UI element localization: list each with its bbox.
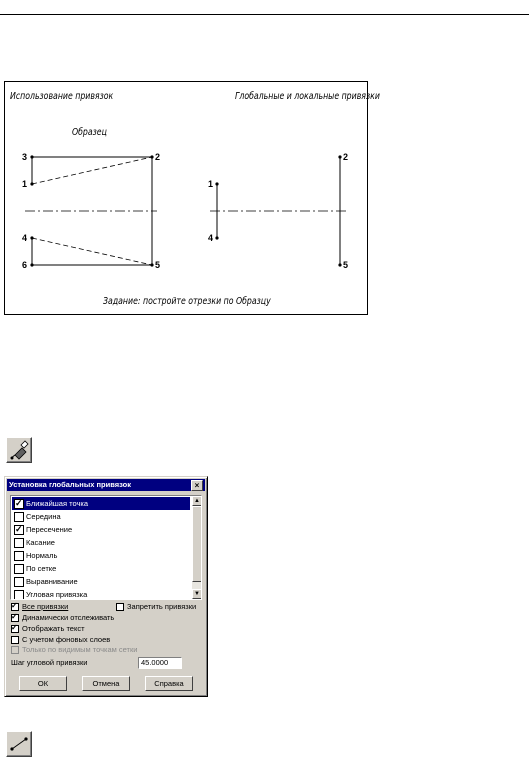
help-button[interactable]: Справка xyxy=(145,676,193,691)
global-snaps-dialog: Установка глобальных привязок × ✓ Ближайшая точка Середина ✓ Пересечение Касание Нормаль По сетке Выравнивание Угловая привязка ▲ ▼ ✓ Все привязки Запретить привязки ✓ Динамически отслеживать ✓ Отображать текст С учетом фоновых слоев Только по видимым точкам сетки Шаг угловой привязки 45.0000 ОК Отмена Справка xyxy=(4,476,208,697)
sample-dashed-line-lower xyxy=(32,238,152,265)
task-text: Задание: постройте отрезки по Образцу xyxy=(103,296,271,307)
point-label: 4 xyxy=(208,233,214,243)
sample-label: Образец xyxy=(72,127,107,138)
checkbox[interactable] xyxy=(14,538,24,548)
checkbox[interactable] xyxy=(14,590,24,600)
point-label: 5 xyxy=(155,260,161,270)
snap-item-tangent[interactable]: Касание xyxy=(12,536,190,549)
scroll-up-icon[interactable]: ▲ xyxy=(192,496,202,506)
checkbox[interactable] xyxy=(14,577,24,587)
point-label: 4 xyxy=(22,233,28,243)
snap-settings-button[interactable] xyxy=(6,437,32,463)
checkbox[interactable] xyxy=(14,551,24,561)
point-label: 5 xyxy=(343,260,349,270)
checkbox[interactable] xyxy=(14,564,24,574)
snap-item-alignment[interactable]: Выравнивание xyxy=(12,575,190,588)
exercise-drawing xyxy=(4,81,380,315)
snap-settings-icon xyxy=(7,438,31,462)
snap-item-nearest-point[interactable]: ✓ Ближайшая точка xyxy=(12,497,190,510)
point-label: 2 xyxy=(155,152,161,162)
checkbox[interactable] xyxy=(14,499,24,509)
snap-item-midpoint[interactable]: Середина xyxy=(12,510,190,523)
snap-item-grid[interactable]: По сетке xyxy=(12,562,190,575)
point-label: 2 xyxy=(343,152,349,162)
point-label: 6 xyxy=(22,260,28,270)
ok-button[interactable]: ОК xyxy=(19,676,67,691)
angle-step-label: Шаг угловой привязки xyxy=(11,658,88,667)
dialog-title: Установка глобальных привязок xyxy=(9,480,131,489)
header-rule xyxy=(0,14,529,15)
angle-step-input[interactable]: 45.0000 xyxy=(138,657,182,669)
cancel-button[interactable]: Отмена xyxy=(82,676,130,691)
segment-tool-button[interactable] xyxy=(6,731,32,757)
snap-item-angle[interactable]: Угловая привязка xyxy=(12,588,190,600)
point-label: 3 xyxy=(22,152,28,162)
dialog-titlebar xyxy=(7,479,205,491)
snap-item-normal[interactable]: Нормаль xyxy=(12,549,190,562)
segment-icon xyxy=(7,732,31,756)
point-label: 1 xyxy=(22,179,28,189)
checkbox[interactable] xyxy=(14,512,24,522)
scroll-thumb[interactable] xyxy=(192,506,202,582)
drawing-geometry xyxy=(5,82,367,314)
drawing-title-right: Глобальные и локальные привязки xyxy=(235,91,380,102)
point-label: 1 xyxy=(208,179,214,189)
list-scrollbar[interactable] xyxy=(192,496,201,599)
drawing-title-left: Использование привязок xyxy=(10,91,114,102)
checkbox[interactable] xyxy=(14,525,24,535)
sample-dashed-line-upper xyxy=(32,157,152,184)
close-button[interactable]: × xyxy=(191,480,203,491)
scroll-down-icon[interactable]: ▼ xyxy=(192,589,202,599)
snap-list[interactable] xyxy=(10,495,202,600)
snap-item-intersection[interactable]: ✓ Пересечение xyxy=(12,523,190,536)
